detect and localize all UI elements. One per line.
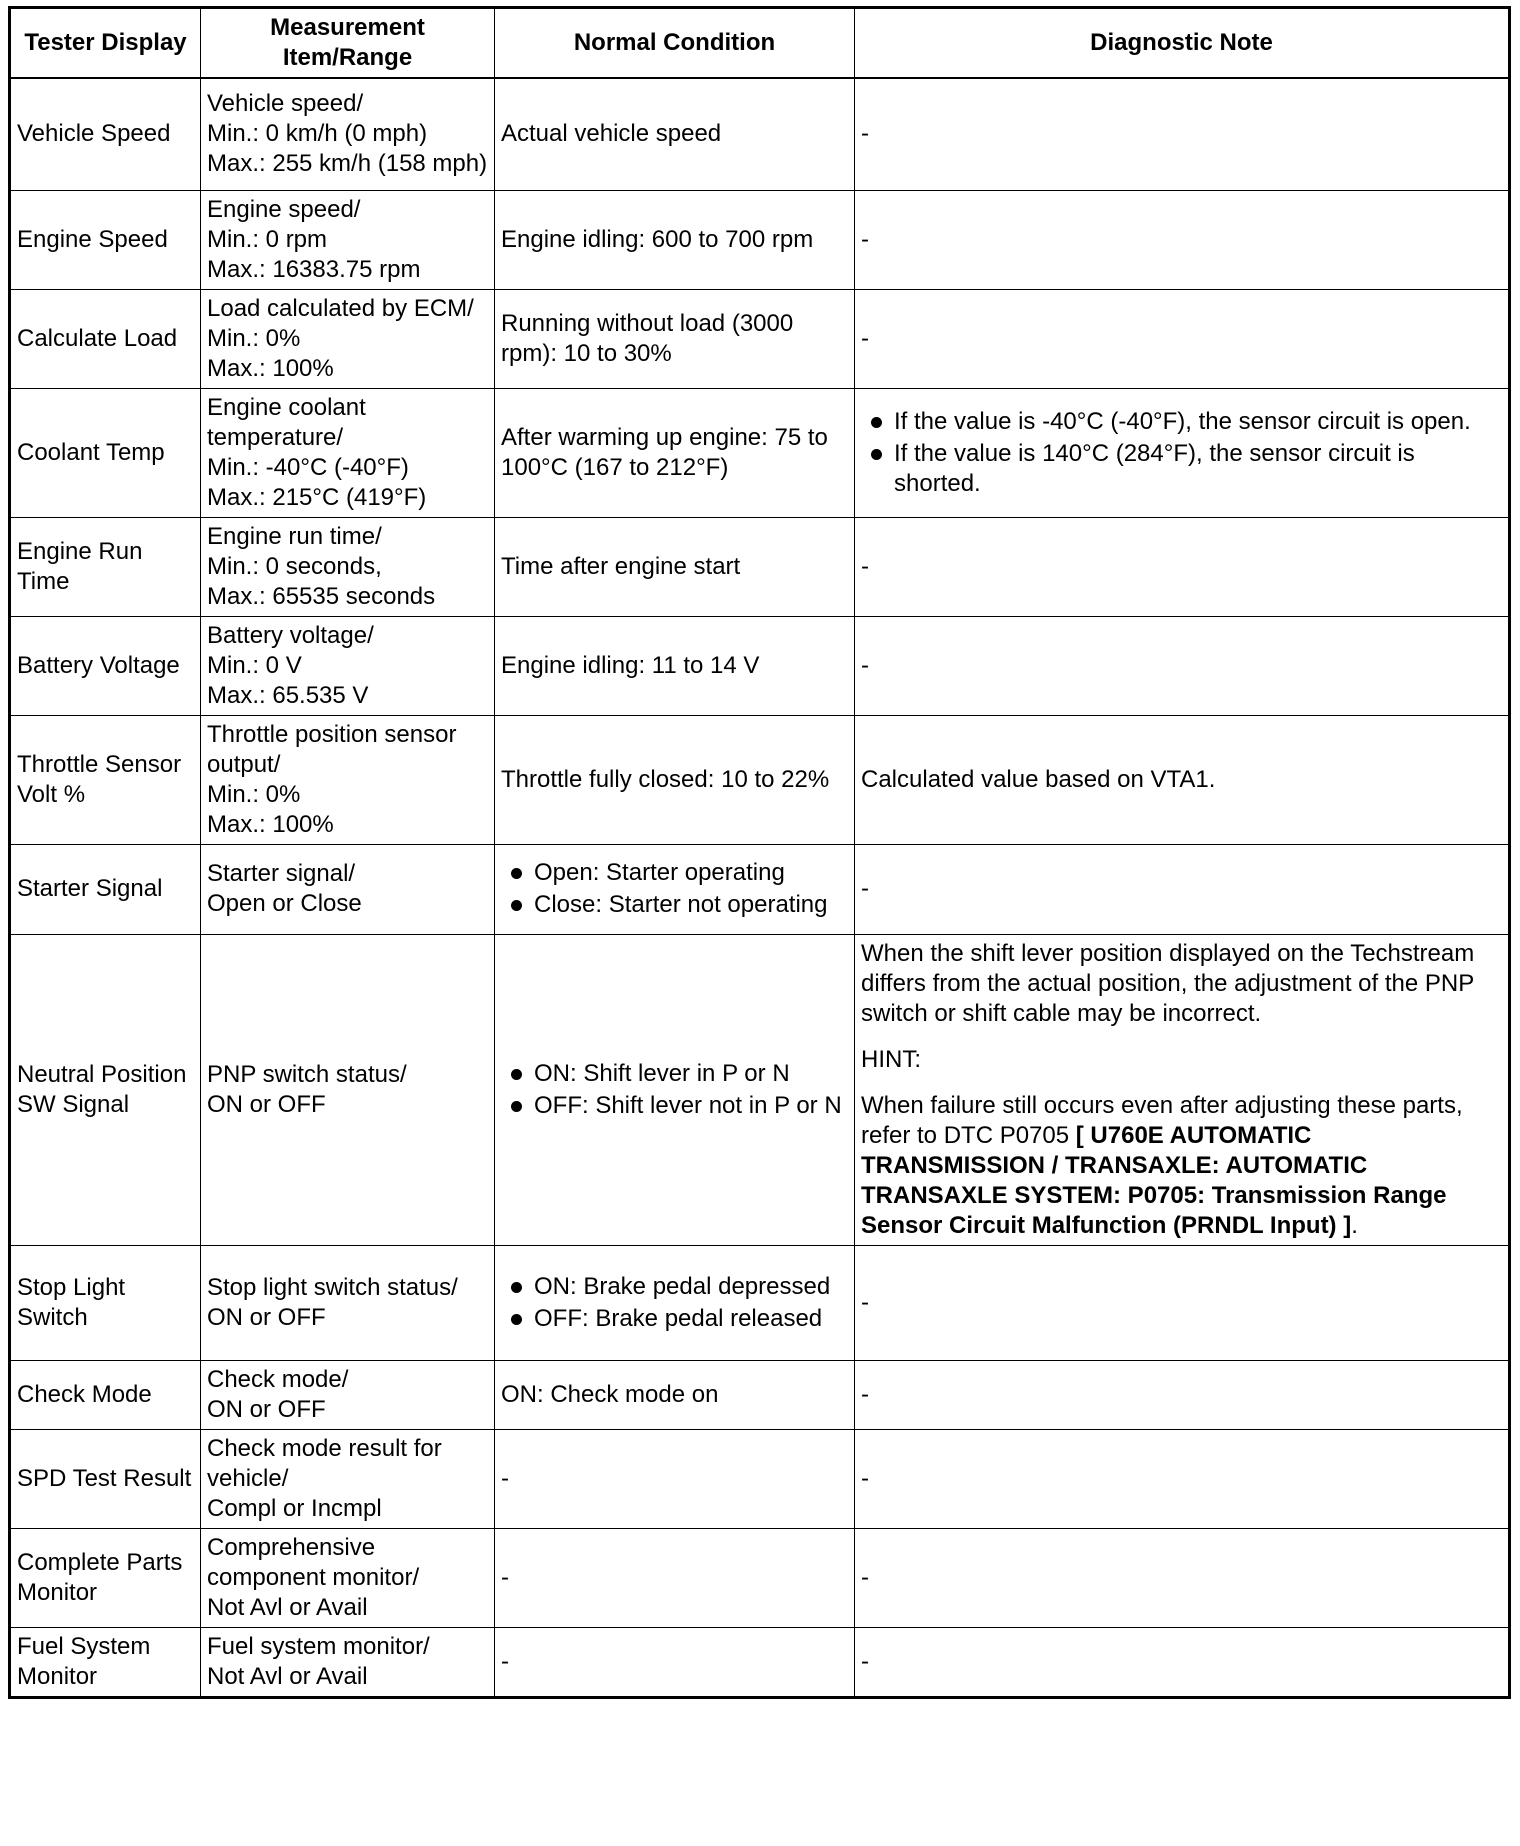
table-row [10, 1528, 1510, 1627]
measurement-line: Max.: 100% [207, 354, 334, 382]
normal-bullet: ON: Brake pedal depressed [501, 1272, 848, 1302]
table-row [10, 616, 1510, 715]
cell-diagnostic-note: - [855, 844, 1510, 934]
cell-measurement [201, 934, 495, 1245]
table-row [10, 934, 1510, 1245]
cell-tester-display: Fuel System Monitor [10, 1627, 201, 1697]
cell-diagnostic-note [855, 388, 1510, 517]
cell-measurement [201, 1360, 495, 1429]
cell-diagnostic-note: - [855, 1627, 1510, 1697]
cell-measurement [201, 844, 495, 934]
data-list-table [8, 6, 1511, 1699]
cell-measurement [201, 1245, 495, 1360]
measurement-line: Vehicle speed/ [207, 90, 364, 118]
table-row [10, 190, 1510, 289]
measurement-line: Min.: 0 km/h (0 mph) [207, 120, 428, 148]
header-normal-condition: Normal Condition [495, 8, 855, 79]
header-measurement: Measurement Item/Range [201, 8, 495, 79]
cell-tester-display: Calculate Load [10, 289, 201, 388]
normal-bullet-list [501, 858, 848, 920]
normal-bullet-list [501, 1272, 848, 1334]
cell-tester-display: SPD Test Result [10, 1429, 201, 1528]
measurement-line: PNP switch status/ [207, 1060, 407, 1088]
measurement-line: Max.: 215°C (419°F) [207, 483, 427, 511]
cell-normal-condition [495, 1245, 855, 1360]
header-diagnostic-note: Diagnostic Note [855, 8, 1510, 79]
measurement-line: Open or Close [207, 890, 362, 917]
cell-normal-condition: - [495, 1528, 855, 1627]
header-tester-display: Tester Display [10, 8, 201, 79]
measurement-line: Min.: -40°C (-40°F) [207, 453, 409, 481]
cell-normal-condition: Throttle fully closed: 10 to 22% [495, 715, 855, 844]
measurement-line: Engine run time/ [207, 522, 382, 550]
cell-measurement [201, 1528, 495, 1627]
cell-tester-display: Complete Parts Monitor [10, 1528, 201, 1627]
table-row [10, 1627, 1510, 1697]
cell-normal-condition: - [495, 1627, 855, 1697]
cell-tester-display: Throttle Sensor Volt % [10, 715, 201, 844]
cell-normal-condition: ON: Check mode on [495, 1360, 855, 1429]
measurement-line: Min.: 0 rpm [207, 225, 328, 253]
measurement-line: Stop light switch status/ [207, 1273, 458, 1301]
hint-label: HINT: [861, 1045, 921, 1073]
measurement-line: Min.: 0% [207, 324, 301, 352]
cell-normal-condition: - [495, 1429, 855, 1528]
note-text: When failure still occurs even after adjusting these parts, refer to DTC P0705 [861, 1091, 1463, 1149]
measurement-line: Max.: 65.535 V [207, 681, 369, 709]
cell-normal-condition [495, 934, 855, 1245]
cell-measurement [201, 517, 495, 616]
normal-bullet: Close: Starter not operating [501, 890, 848, 920]
measurement-line: Comprehensive component monitor/ [207, 1533, 420, 1591]
measurement-line: Load calculated by ECM/ [207, 294, 474, 322]
cell-tester-display: Engine Speed [10, 190, 201, 289]
cell-diagnostic-note: - [855, 190, 1510, 289]
cell-diagnostic-note [855, 934, 1510, 1245]
cell-diagnostic-note: - [855, 289, 1510, 388]
note-bullet: If the value is 140°C (284°F), the sensor circuit is shorted. [861, 439, 1502, 499]
table-row [10, 715, 1510, 844]
normal-bullet: OFF: Shift lever not in P or N [501, 1091, 848, 1121]
note-bullet-list [861, 407, 1502, 499]
cell-diagnostic-note: - [855, 1429, 1510, 1528]
cell-tester-display: Coolant Temp [10, 388, 201, 517]
cell-tester-display: Stop Light Switch [10, 1245, 201, 1360]
measurement-line: Engine coolant temperature/ [207, 393, 366, 451]
cell-diagnostic-note: - [855, 517, 1510, 616]
cell-diagnostic-note: - [855, 1528, 1510, 1627]
normal-bullet: ON: Shift lever in P or N [501, 1059, 848, 1089]
measurement-line: Throttle position sensor output/ [207, 720, 457, 778]
normal-bullet-list [501, 1059, 848, 1121]
note-paragraph [861, 1091, 1502, 1241]
cell-normal-condition [495, 844, 855, 934]
measurement-line: Max.: 100% [207, 810, 334, 838]
cell-measurement [201, 78, 495, 190]
table-header-row [10, 8, 1510, 79]
dtc-reference-link[interactable]: [ U760E AUTOMATIC TRANSMISSION / TRANSAXLE: AUTOMATIC TRANSAXLE SYSTEM: P0705: Transmission Range Sensor Circuit Malfunction (PRNDL Input) ] [861, 1121, 1447, 1239]
cell-measurement [201, 388, 495, 517]
cell-measurement [201, 1429, 495, 1528]
table-row [10, 1360, 1510, 1429]
measurement-line: Compl or Incmpl [207, 1494, 382, 1522]
cell-diagnostic-note: - [855, 616, 1510, 715]
note-paragraph: When the shift lever position displayed on the Techstream differs from the actual position, the adjustment of the PNP switch or shift cable may be incorrect. [861, 939, 1475, 1027]
cell-normal-condition: Actual vehicle speed [495, 78, 855, 190]
table-row [10, 388, 1510, 517]
cell-measurement [201, 616, 495, 715]
cell-measurement [201, 190, 495, 289]
cell-tester-display: Starter Signal [10, 844, 201, 934]
measurement-line: Max.: 255 km/h (158 mph) [207, 150, 488, 178]
cell-tester-display: Battery Voltage [10, 616, 201, 715]
cell-measurement [201, 1627, 495, 1697]
measurement-line: Max.: 16383.75 rpm [207, 255, 421, 283]
measurement-line: Starter signal/ [207, 860, 356, 887]
note-text: . [1351, 1211, 1358, 1239]
cell-normal-condition: Engine idling: 11 to 14 V [495, 616, 855, 715]
cell-normal-condition: Running without load (3000 rpm): 10 to 30% [495, 289, 855, 388]
measurement-line: Check mode/ [207, 1365, 349, 1393]
cell-measurement [201, 715, 495, 844]
cell-normal-condition: Engine idling: 600 to 700 rpm [495, 190, 855, 289]
cell-diagnostic-note: Calculated value based on VTA1. [855, 715, 1510, 844]
measurement-line: Max.: 65535 seconds [207, 582, 436, 610]
table-row [10, 844, 1510, 934]
cell-normal-condition: Time after engine start [495, 517, 855, 616]
measurement-line: Engine speed/ [207, 195, 361, 223]
measurement-line: Min.: 0 seconds, [207, 552, 382, 580]
table-row [10, 1429, 1510, 1528]
measurement-line: ON or OFF [207, 1090, 326, 1118]
table-row [10, 78, 1510, 190]
table-row [10, 289, 1510, 388]
measurement-line: Min.: 0% [207, 780, 301, 808]
table-row [10, 517, 1510, 616]
cell-tester-display: Engine Run Time [10, 517, 201, 616]
table-row [10, 1245, 1510, 1360]
cell-tester-display: Vehicle Speed [10, 78, 201, 190]
measurement-line: Battery voltage/ [207, 621, 374, 649]
measurement-line: ON or OFF [207, 1395, 326, 1423]
measurement-line: Not Avl or Avail [207, 1593, 368, 1621]
cell-diagnostic-note: - [855, 1360, 1510, 1429]
note-bullet: If the value is -40°C (-40°F), the sensor circuit is open. [861, 407, 1502, 437]
cell-tester-display: Check Mode [10, 1360, 201, 1429]
measurement-line: Fuel system monitor/ [207, 1632, 430, 1660]
measurement-line: Not Avl or Avail [207, 1662, 368, 1690]
measurement-line: ON or OFF [207, 1303, 326, 1331]
normal-bullet: Open: Starter operating [501, 858, 848, 888]
cell-measurement [201, 289, 495, 388]
cell-diagnostic-note: - [855, 1245, 1510, 1360]
measurement-line: Check mode result for vehicle/ [207, 1434, 442, 1492]
cell-diagnostic-note: - [855, 78, 1510, 190]
cell-normal-condition: After warming up engine: 75 to 100°C (167 to 212°F) [495, 388, 855, 517]
normal-bullet: OFF: Brake pedal released [501, 1304, 848, 1334]
measurement-line: Min.: 0 V [207, 651, 302, 679]
cell-tester-display: Neutral Position SW Signal [10, 934, 201, 1245]
